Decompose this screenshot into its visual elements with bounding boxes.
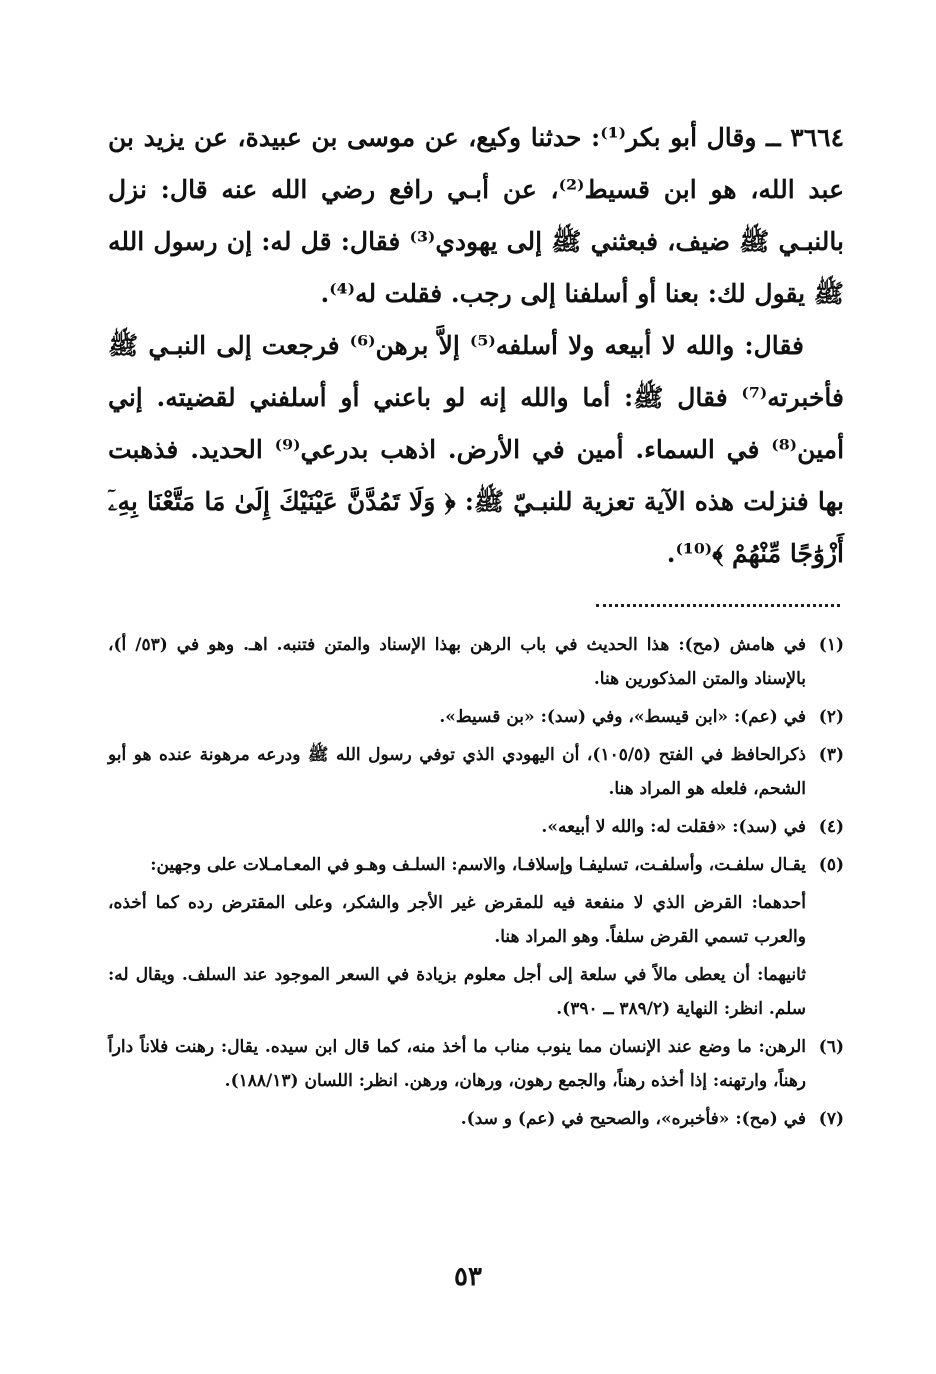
footnote-text: في (عم): «ابن قيسط»، وفي (سد): «بن قسيط». bbox=[439, 707, 806, 727]
footnote-2 bbox=[108, 700, 844, 734]
footnote-divider bbox=[596, 604, 840, 607]
footnote-4 bbox=[108, 810, 844, 844]
footnote-number: (٤) bbox=[818, 817, 844, 837]
footnote-number: (٢) bbox=[818, 707, 844, 727]
footnotes-section bbox=[108, 628, 844, 1140]
footnote-number: (٦) bbox=[818, 1037, 844, 1057]
footnote-1 bbox=[108, 628, 844, 696]
footnote-number: (٧) bbox=[818, 1109, 844, 1129]
footnote-7 bbox=[108, 1102, 844, 1136]
footnote-3 bbox=[108, 738, 844, 806]
hadith-text bbox=[108, 112, 844, 580]
page-number: ٥٣ bbox=[454, 1262, 482, 1292]
footnote-5 bbox=[108, 848, 844, 882]
hadith-paragraph-1: ٣٦٦٤ ــ وقال أبو بكر⁽¹⁾: حدثنا وكيع، عن موسى بن عبيدة، عن يزيد بن عبد الله، هو ابن قسيط⁽²⁾، عن أبـي رافع رضي الله عنه قال: نزل بالنبـي ﷺ ضيف، فبعثني ﷺ إلى يهودي⁽³⁾ فقال: قل له: إن رسول الله ﷺ يقول لك: بعنا أو أسلفنا إلى رجب. فقلت له⁽⁴⁾. bbox=[108, 123, 845, 308]
footnote-6 bbox=[108, 1030, 844, 1098]
hadith-paragraph-2: فقال: والله لا أبيعه ولا أسلفه⁽⁵⁾ إلاَّ برهن⁽⁶⁾ فرجعت إلى النبـي ﷺ فأخبرته⁽⁷⁾ فقال ﷺ: أما والله إنه لو باعني أو أسلفني لقضيته. إني أمين⁽⁸⁾ في السماء. أمين في الأرض. اذهب بدرعي⁽⁹⁾ الحديد. فذهبت بها فنزلت هذه الآية تعزية للنبـيّ ﷺ: ﴿ وَلَا تَمُدَّنَّ عَيْنَيْكَ إِلَىٰ مَا مَتَّعْنَا بِهِۦٓ أَزْوَٰجًا مِّنْهُمْ ﴾⁽¹⁰⁾. bbox=[108, 331, 845, 568]
footnote-5-second-meaning: ثانيهما: أن يعطى مالاً في سلعة إلى أجل معلوم بزيادة في السعر الموجود عند السلف. ويقال له: سلم. انظر: النهاية (٣٨٩/٢ ــ ٣٩٠). bbox=[108, 965, 806, 1019]
footnote-text: ذكرالحافظ في الفتح (١٠٥/٥)، أن اليهودي الذي توفي رسول الله ﷺ ودرعه مرهونة عنده هو أبو الشحم، فلعله هو المراد هنا. bbox=[108, 745, 806, 799]
footnote-text: في (سد): «فقلت له: والله لا أبيعه». bbox=[541, 817, 806, 837]
footnote-text: في هامش (مح): هذا الحديث في باب الرهن بهذا الإسناد والمتن فتنبه. اهـ. وهو في (٥٣/ أ)، بالإسناد والمتن المذكورين هنا. bbox=[108, 635, 806, 689]
footnote-text: الرهن: ما وضع عند الإنسان مما ينوب مناب ما أخذ منه، كما قال ابن سيده. يقال: رهنت فلاناً داراً رهناً، وارتهنه: إذا أخذه رهناً، والجمع رهون، ورهان، ورهن. انظر: اللسان (١٨٨/١٣). bbox=[108, 1037, 806, 1091]
footnote-number: (٥) bbox=[818, 855, 844, 875]
footnote-number: (١) bbox=[818, 635, 844, 655]
footnote-number: (٣) bbox=[818, 745, 844, 765]
footnote-5-first-meaning: أحدهما: القرض الذي لا منفعة فيه للمقرض غير الأجر والشكر، وعلى المقترض رده كما أخذه، والعرب تسمي القرض سلفاً. وهو المراد هنا. bbox=[108, 893, 806, 947]
footnote-text: يقـال سلفـت، وأسلفـت، تسليفـا وإسلافـا، والاسم: السلـف وهـو في المعـامـلات على وجهين: bbox=[150, 855, 806, 875]
footnote-text: في (مح): «فأخبره»، والصحيح في (عم) و سد). bbox=[460, 1109, 806, 1129]
